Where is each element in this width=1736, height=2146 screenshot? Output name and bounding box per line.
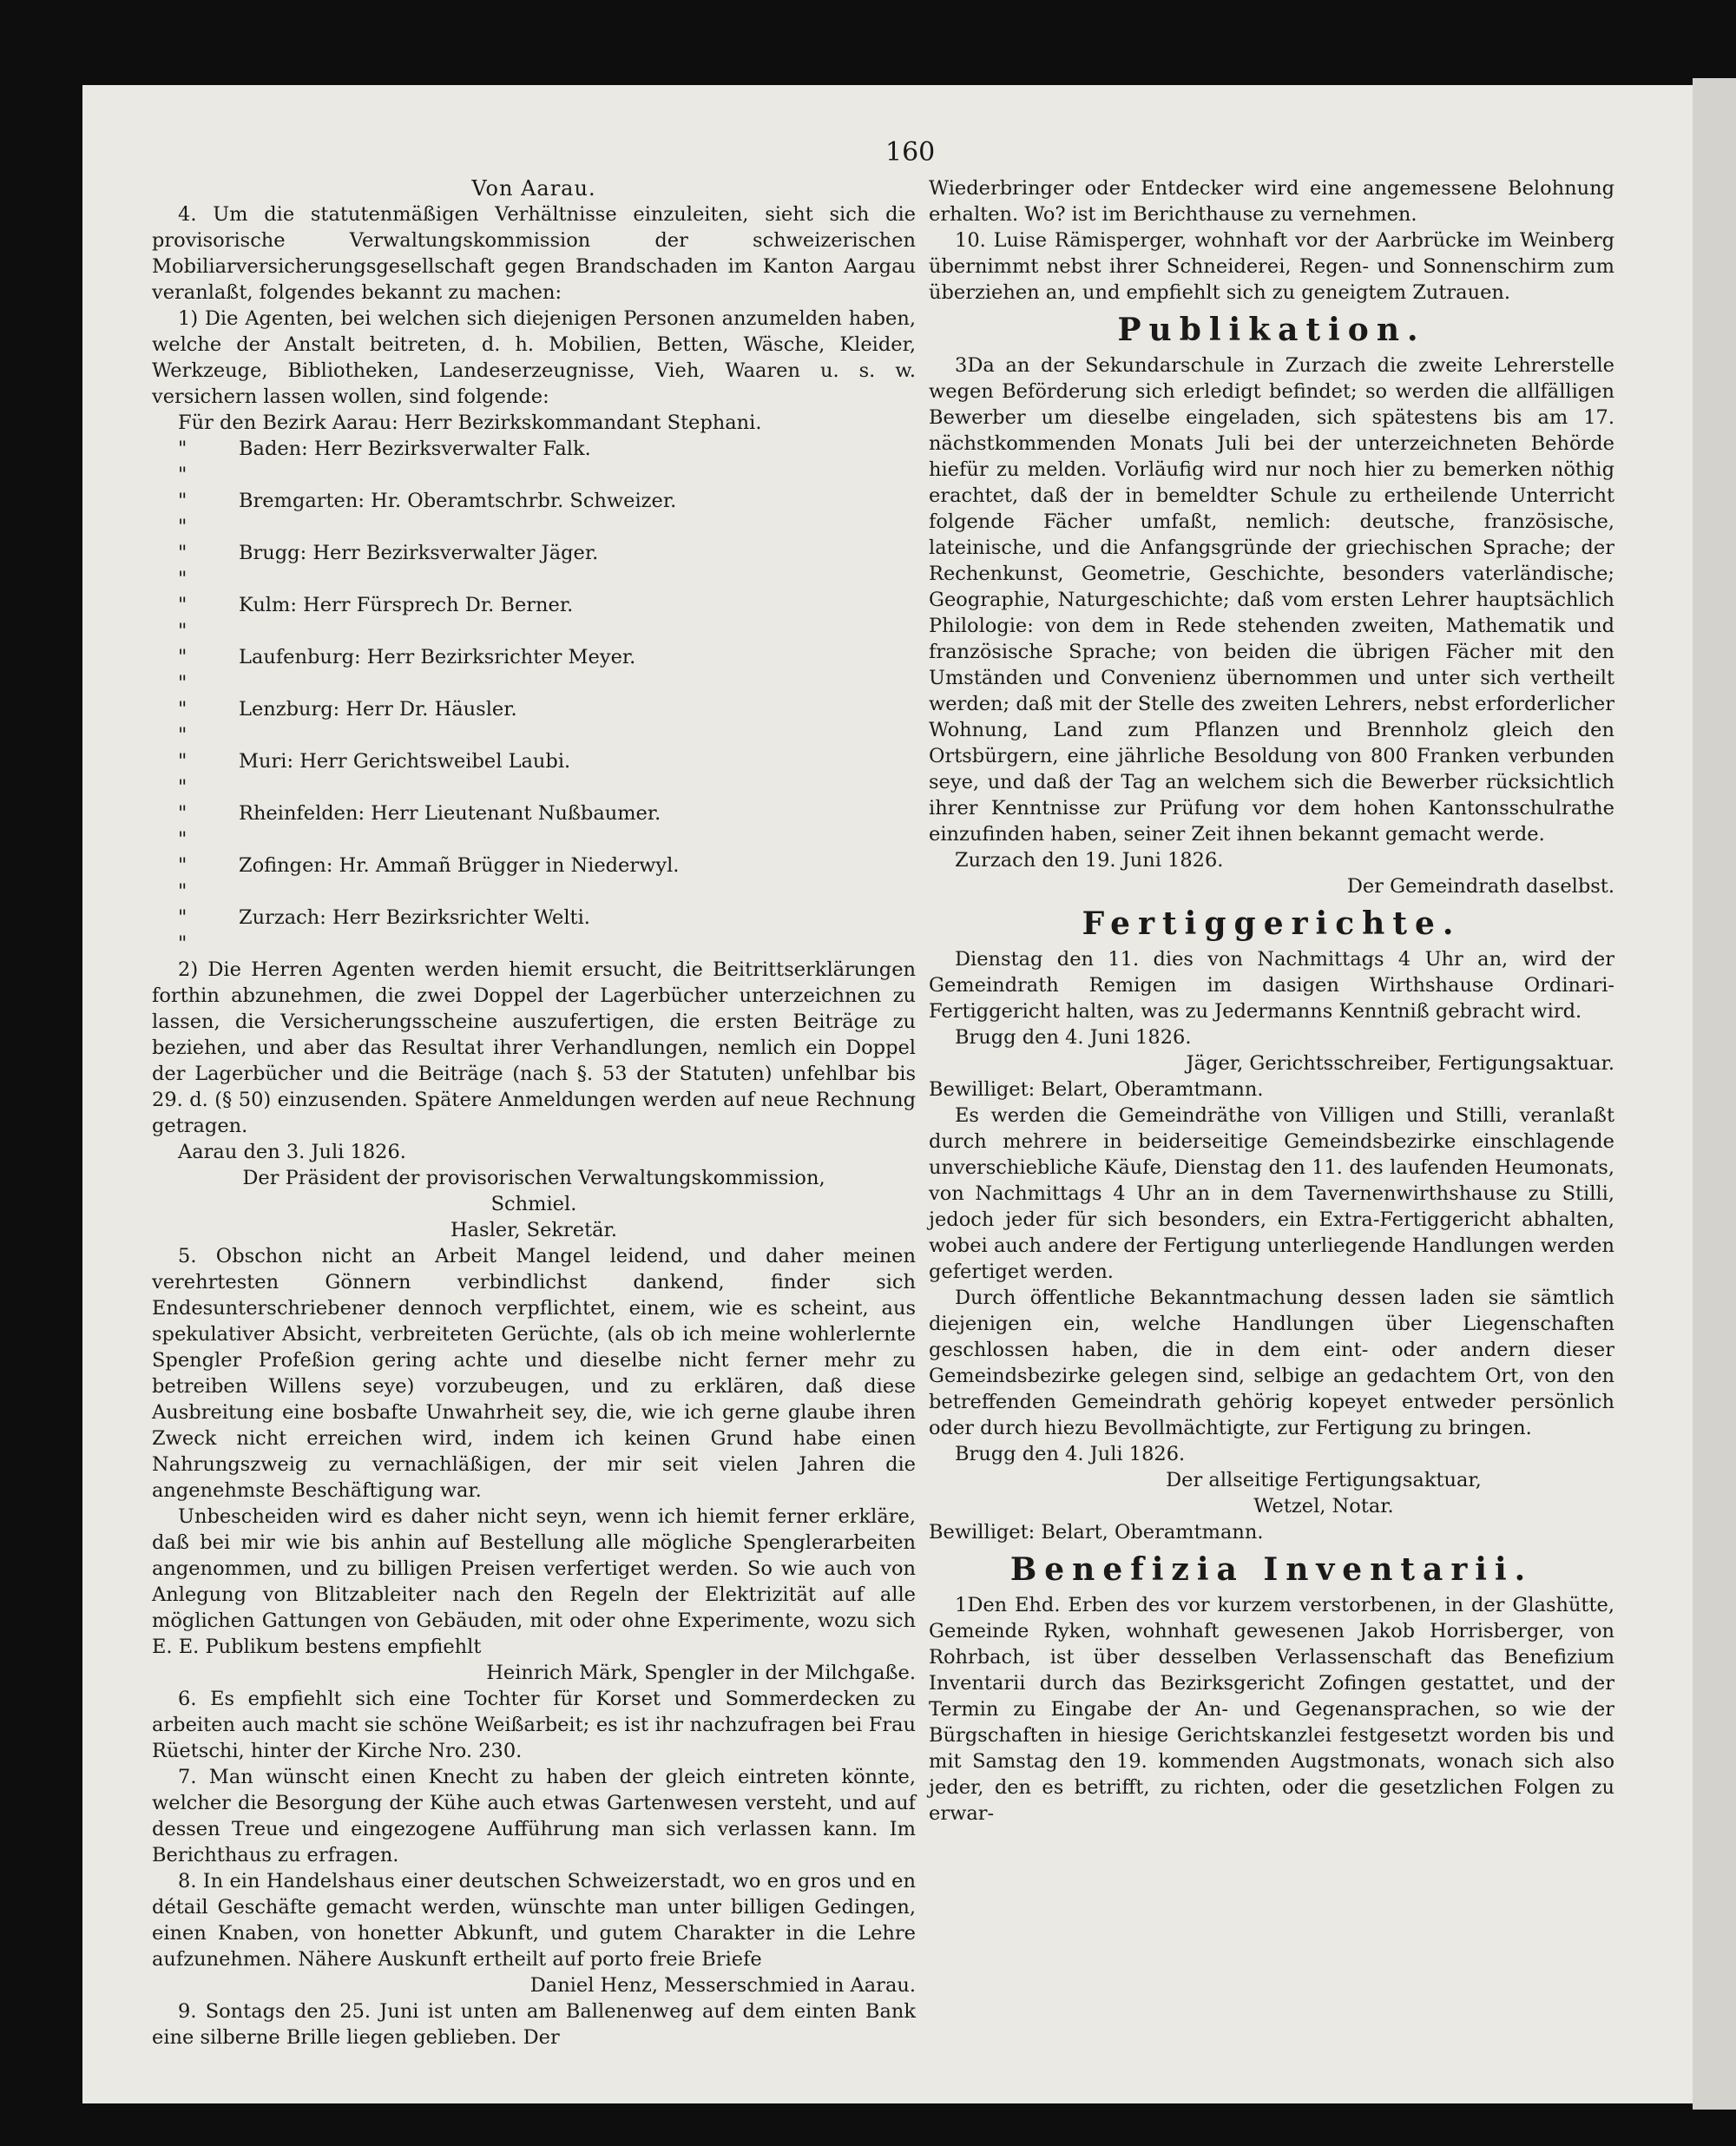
agent-entry: Kulm: Herr Fürsprech Dr. Berner. [239, 594, 574, 616]
ditto-mark: " " [178, 698, 222, 747]
item9-continuation: Wiederbringer oder Entdecker wird eine angemessene Belohnung erhalten. Wo? ist im Berichthause zu vernehmen. [929, 177, 1614, 226]
item8-signature: Daniel Henz, Messerschmied in Aarau. [529, 1974, 916, 1997]
publikation-text: 3Da an der Sekundarschule in Zurzach die zweite Lehrerstelle wegen Beförderung sich erledigt befindet; so werden die allfälligen Bewerber um dieselbe eingeladen, sich spätestens bis am 17. nächstkommenden Monats Juli bei der unterzeichneten Behörde hiefür zu melden. Vorläufig wird nur noch hier zu bemerken nöthig erachtet, daß der in bemeldter Schule zu ertheilende Unterricht folgende Fächer umfaßt, nemlich: deutsche, französische, lateinische, und die Anfangsgründe der griechischen Sprache; der Rechenkunst, Geometrie, Geschichte, besonders vaterländische; Geographie, Naturgeschichte; daß vom ersten Lehrer hauptsächlich Philologie: von dem in Rede stehenden zweiten, Mathematik und französische Sprache; von beiden die übrigen Fächer mit den Umständen und Convenienz übernommen und unter sich vertheilt werden; daß mit der Stelle des zweiten Lehrers, nebst erforderlicher Wohnung, Land zum Pflanzen und Brennholz gleich den Ortsbürgern, eine jährliche Besoldung von 800 Franken verbunden seye, und daß der Tag an welchem sich die Bewerber rücksichtlich ihrer Kenntnisse zur Prüfung vor dem hohen Kantonsschulrathe einzufinden haben, seiner Zeit ihnen bekannt gemacht werde. [929, 354, 1614, 846]
next-page-edge [1693, 78, 1736, 2110]
publikation-date: Zurzach den 19. Juni 1826. [955, 849, 1224, 872]
agent-row [152, 852, 916, 905]
fertiggericht-1-signature: Jäger, Gerichtsschreiber, Fertigungsaktuar. [1186, 1052, 1614, 1075]
agent-row [152, 905, 916, 957]
heading-von-aarau: Von Aarau. [471, 176, 596, 201]
fertiggericht-1-approval: Bewilliget: Belart, Oberamtmann. [929, 1078, 1264, 1101]
agent-entry: Brugg: Herr Bezirksverwalter Jäger. [239, 542, 599, 564]
item5-text: 5. Obschon nicht an Arbeit Mangel leidend, und daher meinen verehrtesten Gönnern verbindlichst dankend, finder sich Endesunterschriebener dennoch verpflichtet, einem, wie es scheint, aus spekulativer Absicht, verbreiteten Gerüchte, (als ob ich meine wohlerlernte Spengler Profeßion gering achte und dieselbe nicht ferner mehr zu betreiben Willens seye) vorzubeugen, und zu erklären, daß diese Ausbreitung eine bosbafte Unwahrheit sey, die, wie ich gerne glaube ihren Zweck nicht erreichen wird, indem ich keinen Grund habe einen Nahrungszweig zu vernachläßigen, der mir seit vielen Jahren die angenehmste Beschäftigung war. [152, 1245, 916, 1502]
item8-text: 8. In ein Handelshaus einer deutschen Schweizerstadt, wo en gros und en détail Geschäfte gemacht werden, wünschte man unter billigen Gedingen, einen Knaben, von honetter Abkunft, und gutem Charakter in die Lehre aufzunehmen. Nähere Auskunft ertheilt auf porto freie Briefe [152, 1870, 916, 1971]
agent-entry: Zurzach: Herr Bezirksrichter Welti. [239, 906, 590, 929]
left-column [152, 175, 916, 2051]
ditto-mark: " " [178, 802, 222, 851]
agent-entry: Baden: Herr Bezirksverwalter Falk. [239, 438, 591, 460]
item5-text-2: Unbescheiden wird es daher nicht seyn, wenn ich hiemit ferner erkläre, daß bei mir wie bis anhin auf Bestellung alle mögliche Spenglerarbeiten angenommen, und zu billigen Preisen verfertiget werden. So wie auch von Anlegung von Blitzableiter nach den Regeln der Elektrizität auf alle möglichen Gattungen von Gebäuden, mit oder ohne Experimente, wozu sich E. E. Publikum bestens empfiehlt [152, 1505, 916, 1658]
item7-text: 7. Man wünscht einen Knecht zu haben der gleich eintreten könnte, welcher die Besorgung der Kühe auch etwas Gartenwesen versteht, und auf dessen Treue und eingezogene Aufführung man sich verlassen kann. Im Berichthaus zu erfragen. [152, 1766, 916, 1866]
section-fertiggerichte: Fertiggerichte. [1082, 905, 1462, 942]
agent-aarau: Für den Bezirk Aarau: Herr Bezirkskommandant Stephani. [178, 411, 762, 434]
agent-row [152, 748, 916, 800]
agent-row [152, 696, 916, 748]
item4-date: Aarau den 3. Juli 1826. [178, 1141, 406, 1163]
ditto-mark: " " [178, 542, 222, 590]
ditto-mark: " " [178, 854, 222, 903]
agent-entry: Bremgarten: Hr. Oberamtschrbr. Schweizer. [239, 490, 677, 512]
fertiggericht-2-text: Es werden die Gemeindräthe von Villigen und Stilli, veranlaßt durch mehrere in beiderseitige Gemeindsbezirke einschlagende unverschiebliche Käufe, Dienstag den 11. des laufenden Heumonats, von Nachmittags 4 Uhr an in dem Tavernenwirthshause zu Stilli, jedoch jeder für sich besonders, ein Extra-Fertiggericht abhalten, wobei auch andere der Fertigung unterliegende Handlungen werden gefertiget werden. [929, 1104, 1614, 1283]
agent-entry: Lenzburg: Herr Dr. Häusler. [239, 698, 517, 721]
item4-intro: 4. Um die statutenmäßigen Verhältnisse einzuleiten, sieht sich die provisorische Verwaltungskommission der schweizerischen Mobiliarversicherungsgesellschaft gegen Brandschaden im Kanton Aargau veranlaßt, folgendes bekannt zu machen: [152, 203, 916, 304]
agent-row [152, 800, 916, 852]
agent-row [152, 592, 916, 644]
item4-signature-name: Schmiel. [490, 1193, 577, 1215]
item9-text: 9. Sontags den 25. Juni ist unten am Ballenenweg auf dem einten Bank eine silberne Brille liegen geblieben. Der [152, 2000, 916, 2049]
ditto-mark: " " [178, 750, 222, 799]
benefizia-text: 1Den Ehd. Erben des vor kurzem verstorbenen, in der Glashütte, Gemeinde Ryken, wohnhaft gewesenen Jakob Horrisberger, von Rohrbach, ist über desselben Verlassenschaft das Benefizium Inventarii durch das Bezirksgericht Zofingen gestattet, und der Termin zu Eingabe der An- und Gegenansprachen, so wie der Bürgschaften in hiesige Gerichtskanzlei festgesetzt worden bis und mit Samstag den 19. kommenden Augstmonats, wonach sich also jeder, den es betrifft, zu richten, oder die gesetzlichen Folgen zu erwar- [929, 1594, 1614, 1825]
item4-point2: 2) Die Herren Agenten werden hiemit ersucht, die Beitrittserklärungen forthin abzunehmen, die zwei Doppel der Lagerbücher unterzeichnen zu lassen, die Versicherungsscheine auszufertigen, die ersten Beiträge zu beziehen, und aber das Resultat ihrer Verhandlungen, nemlich ein Doppel der Lagerbücher und die Beiträge (nach §. 53 der Statuten) unfehlbar bis 29. d. (§ 50) einzusenden. Spätere Anmeldungen werden auf neue Rechnung getragen. [152, 958, 916, 1137]
fertiggericht-2-date: Brugg den 4. Juli 1826. [955, 1443, 1186, 1465]
ditto-mark: " " [178, 438, 222, 486]
ditto-mark: " " [178, 490, 222, 538]
page-number: 160 [885, 137, 936, 168]
section-benefizia: Benefizia Inventarii. [1009, 1551, 1534, 1588]
item5-signature: Heinrich Märk, Spengler in der Milchgaße. [486, 1662, 916, 1684]
item6-text: 6. Es empfiehlt sich eine Tochter für Korset und Sommerdecken zu arbeiten auch macht sie schöne Weißarbeit; es ist ihr nachzufragen bei Frau Rüetschi, hinter der Kirche Nro. 230. [152, 1688, 916, 1762]
fertiggericht-1-date: Brugg den 4. Juni 1826. [955, 1026, 1192, 1049]
agent-entry: Laufenburg: Herr Bezirksrichter Meyer. [239, 646, 636, 668]
agent-entry: Muri: Herr Gerichtsweibel Laubi. [239, 750, 571, 773]
fertiggericht-2-approval: Bewilliget: Belart, Oberamtmann. [929, 1521, 1264, 1544]
fertiggericht-2-signature-title: Der allseitige Fertigungsaktuar, [1166, 1469, 1482, 1491]
fertiggericht-2-signature-name: Wetzel, Notar. [1253, 1495, 1394, 1517]
right-column [929, 175, 1614, 1827]
agent-row [152, 436, 916, 488]
agent-row [152, 540, 916, 592]
section-publikation: Publikation. [1117, 312, 1426, 348]
item4-secretary: Hasler, Sekretär. [450, 1219, 617, 1241]
agent-entry: Zofingen: Hr. Ammañ Brügger in Niederwyl. [239, 854, 680, 877]
agent-row [152, 488, 916, 540]
agent-row [152, 644, 916, 696]
agent-entry: Rheinfelden: Herr Lieutenant Nußbaumer. [239, 802, 661, 825]
fertiggericht-1-text: Dienstag den 11. dies von Nachmittags 4 Uhr an, wird der Gemeindrath Remigen im dasigen Wirthshause Ordinari-Fertiggericht halten, was zu Jedermanns Kenntniß gebracht wird. [929, 948, 1614, 1023]
ditto-mark: " " [178, 594, 222, 642]
item4-signature-title: Der Präsident der provisorischen Verwaltungskommission, [242, 1167, 825, 1189]
item4-point1: 1) Die Agenten, bei welchen sich diejenigen Personen anzumelden haben, welche der Anstalt beitreten, d. h. Mobilien, Betten, Wäsche, Kleider, Werkzeuge, Bibliotheken, Landeserzeugnisse, Vieh, Waaren u. s. w. versichern lassen wollen, sind folgende: [152, 307, 916, 408]
publikation-signature: Der Gemeindrath daselbst. [1346, 875, 1614, 898]
item10-text: 10. Luise Rämisperger, wohnhaft vor der Aarbrücke im Weinberg übernimmt nebst ihrer Schneiderei, Regen- und Sonnenschirm zum überziehen an, und empfiehlt sich zu geneigtem Zutrauen. [929, 229, 1614, 304]
ditto-mark: " " [178, 906, 222, 955]
ditto-mark: " " [178, 646, 222, 694]
fertiggericht-2-text-b: Durch öffentliche Bekanntmachung dessen laden sie sämtlich diejenigen ein, welche Handlungen über Liegenschaften geschlossen haben, die in dem eint- oder andern dieser Gemeindsbezirke gelegen sind, selbige an gedachtem Ort, von den betreffenden Gemeindrath gehörig kopeyet entweder persönlich oder durch hiezu Bevollmächtigte, zur Fertigung zu bringen. [929, 1287, 1614, 1439]
